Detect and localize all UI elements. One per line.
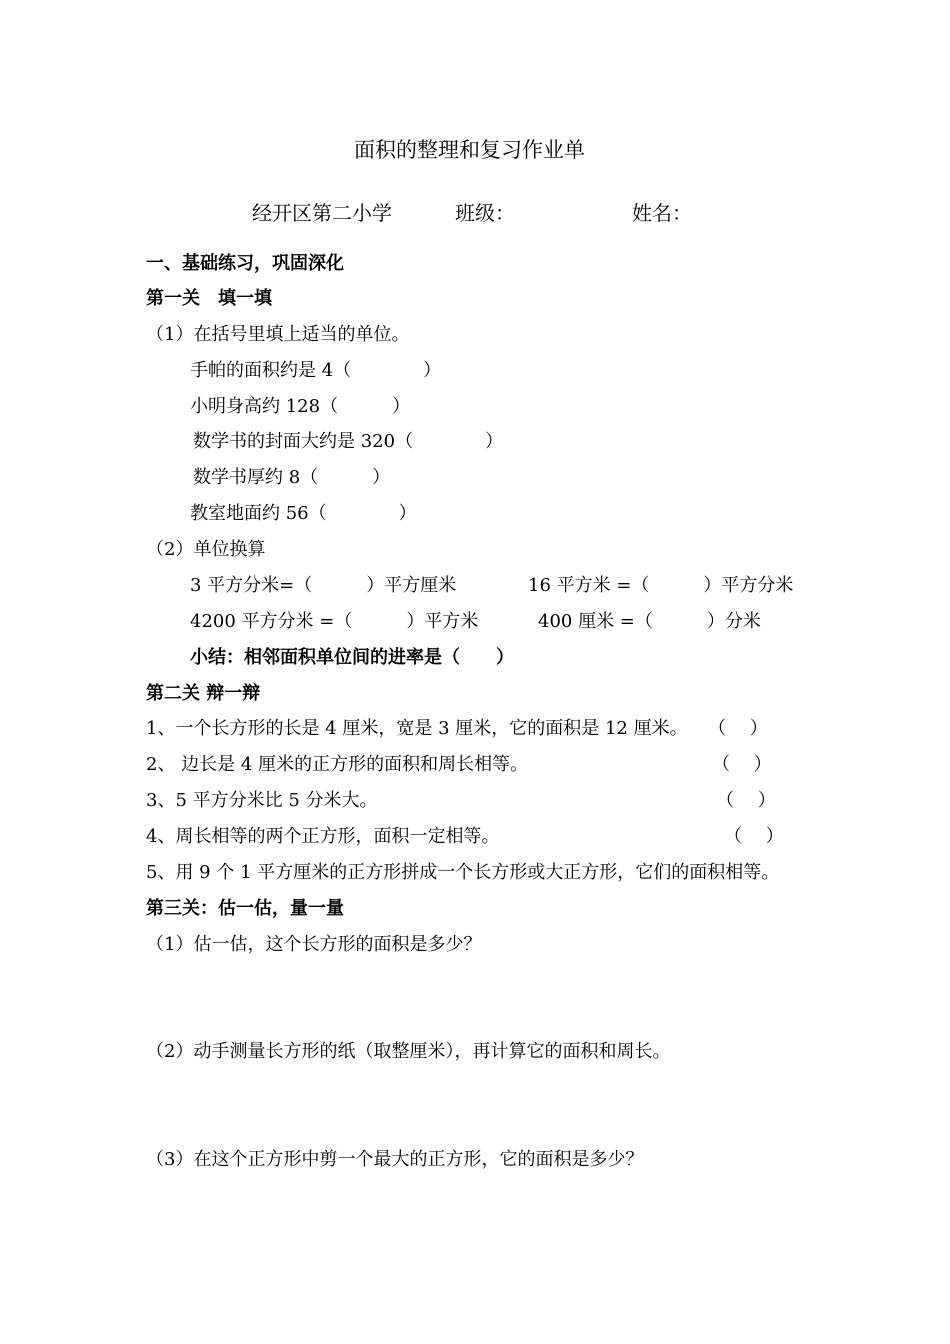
judge-item: 3、5 平方分米比 5 分米大。	[146, 790, 378, 811]
conversion-item: 400 厘米 =（ ）分米	[538, 611, 761, 632]
q1-prompt: （1）在括号里填上适当的单位。	[146, 324, 410, 345]
measure-item: （2）动手测量长方形的纸（取整厘米），再计算它的面积和周长。	[146, 1041, 671, 1062]
judge-blank: （ ）	[716, 790, 776, 811]
conversion-item: 4200 平方分米 =（ ）平方米	[190, 611, 479, 632]
school-name: 经开区第二小学	[252, 201, 392, 225]
class-label: 班级：	[455, 201, 515, 225]
fill-item: 教室地面约 56（ ）	[190, 503, 417, 524]
level3-heading: 第三关：估一估，量一量	[146, 898, 344, 919]
judge-blank: （ ）	[708, 718, 768, 739]
fill-item: 数学书的封面大约是 320（ ）	[193, 431, 504, 452]
section-heading: 一、基础练习，巩固深化	[146, 253, 344, 274]
judge-item: 2、 边长是 4 厘米的正方形的面积和周长相等。	[146, 754, 529, 775]
fill-item: 手帕的面积约是 4（ ）	[190, 360, 442, 381]
judge-item: 1、一个长方形的长是 4 厘米，宽是 3 厘米，它的面积是 12 厘米。	[146, 718, 688, 739]
judge-item: 5、用 9 个 1 平方厘米的正方形拼成一个长方形或大正方形，它们的面积相等。	[146, 862, 780, 883]
judge-blank: （ ）	[724, 826, 784, 847]
summary-line: 小结：相邻面积单位间的进率是（ ）	[190, 647, 514, 668]
conversion-item: 3 平方分米=（ ）平方厘米	[190, 575, 457, 596]
judge-blank: （ ）	[712, 754, 772, 775]
conversion-item: 16 平方米 =（ ）平方分米	[528, 575, 794, 596]
name-label: 姓名：	[632, 201, 692, 225]
level2-heading: 第二关 辩一辩	[146, 683, 261, 704]
level1-heading: 第一关 填一填	[146, 288, 272, 309]
estimate-item: （1）估一估，这个长方形的面积是多少？	[146, 934, 482, 955]
judge-item: 4、周长相等的两个正方形，面积一定相等。	[146, 826, 500, 847]
page-title: 面积的整理和复习作业单	[354, 138, 585, 162]
cut-square-item: （3）在这个正方形中剪一个最大的正方形，它的面积是多少？	[146, 1149, 644, 1170]
fill-item: 小明身高约 128（ ）	[190, 396, 411, 417]
q2-prompt: （2）单位换算	[146, 539, 266, 560]
fill-item: 数学书厚约 8（ ）	[193, 467, 391, 488]
